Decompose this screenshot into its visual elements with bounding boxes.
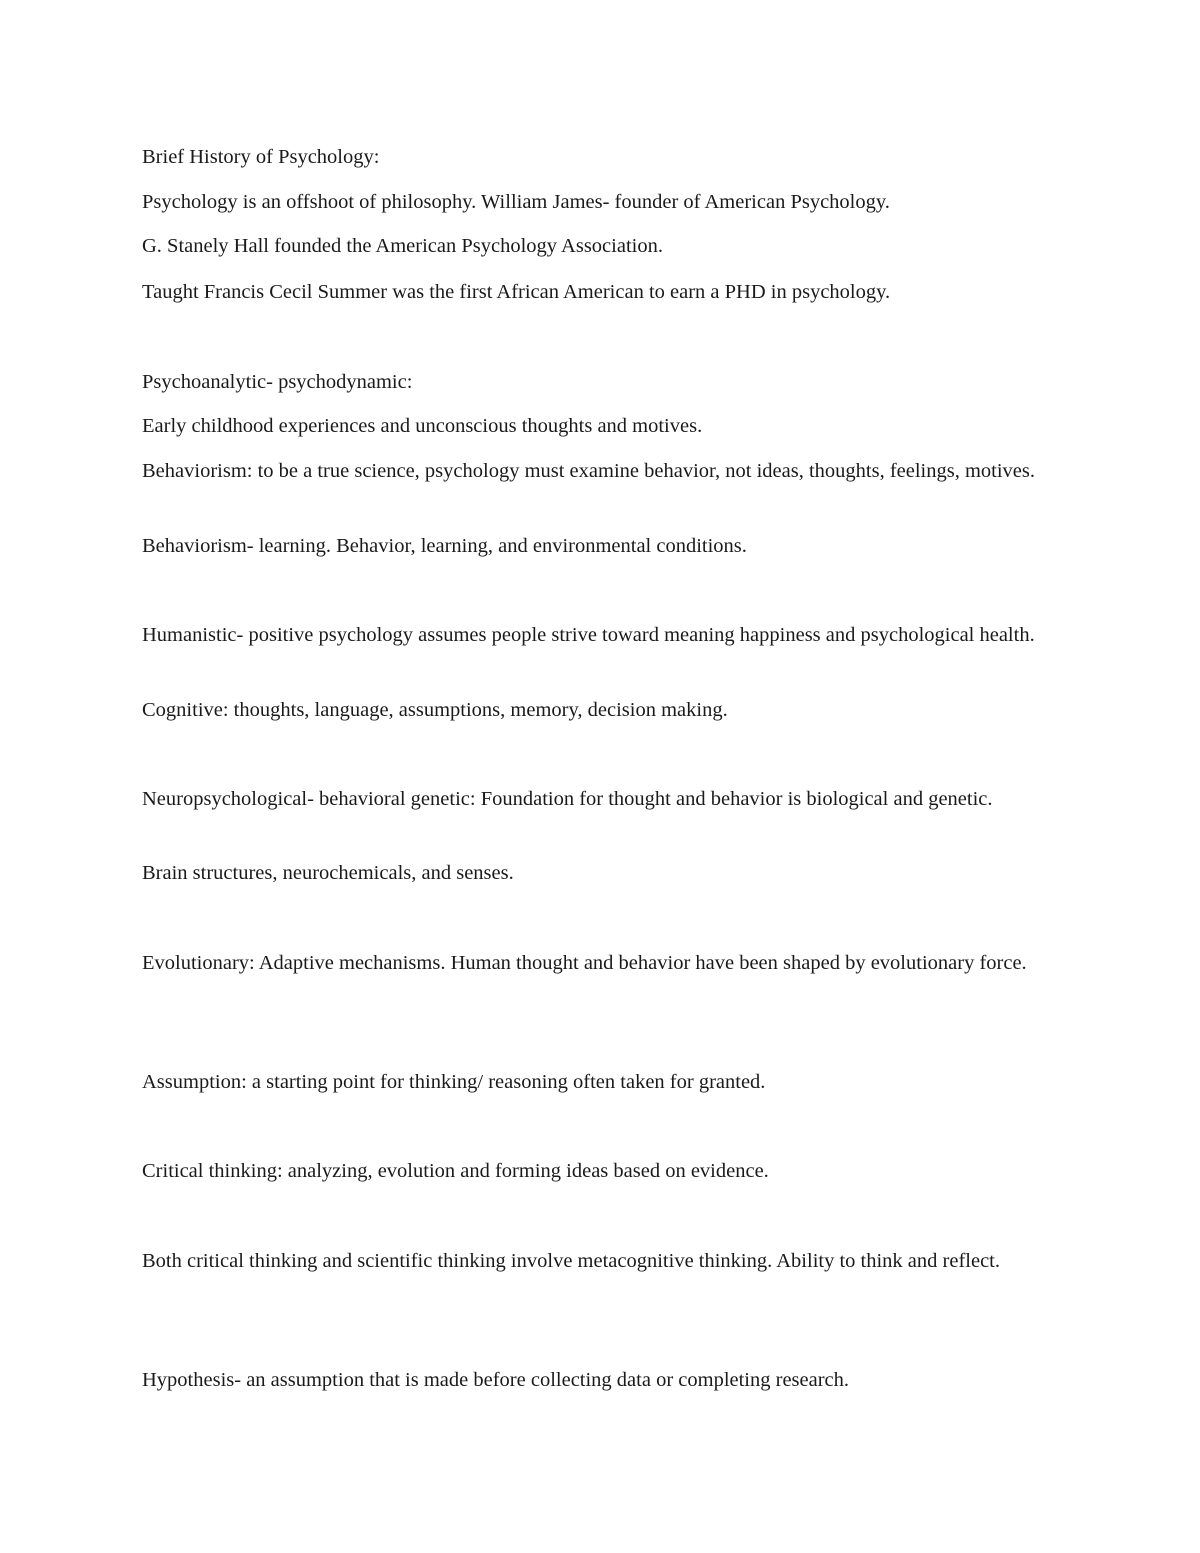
paragraph: Hypothesis- an assumption that is made before collecting data or completing research. — [142, 1369, 850, 1391]
paragraph: Early childhood experiences and unconscious thoughts and motives. — [142, 415, 703, 437]
paragraph: Both critical thinking and scientific thinking involve metacognitive thinking. Ability to think and reflect. — [142, 1250, 1000, 1272]
paragraph: Neuropsychological- behavioral genetic: Foundation for thought and behavior is biological and genetic. — [142, 788, 993, 810]
paragraph: Behaviorism- learning. Behavior, learning, and environmental conditions. — [142, 535, 747, 557]
paragraph: Evolutionary: Adaptive mechanisms. Human thought and behavior have been shaped by evolutionary force. — [142, 952, 1027, 974]
paragraph: Behaviorism: to be a true science, psychology must examine behavior, not ideas, thoughts, feelings, motives. — [142, 460, 1036, 482]
paragraph: Humanistic- positive psychology assumes people strive toward meaning happiness and psychological health. — [142, 624, 1035, 646]
paragraph: Assumption: a starting point for thinking/ reasoning often taken for granted. — [142, 1071, 766, 1093]
paragraph: Taught Francis Cecil Summer was the first African American to earn a PHD in psychology. — [142, 281, 891, 303]
paragraph: Critical thinking: analyzing, evolution and forming ideas based on evidence. — [142, 1160, 769, 1182]
paragraph: Psychology is an offshoot of philosophy. William James- founder of American Psychology. — [142, 191, 890, 213]
document-heading: Brief History of Psychology: — [142, 146, 380, 168]
paragraph: Cognitive: thoughts, language, assumptions, memory, decision making. — [142, 699, 728, 721]
section-heading: Psychoanalytic- psychodynamic: — [142, 371, 413, 393]
paragraph: G. Stanely Hall founded the American Psychology Association. — [142, 235, 663, 257]
paragraph: Brain structures, neurochemicals, and senses. — [142, 862, 514, 884]
